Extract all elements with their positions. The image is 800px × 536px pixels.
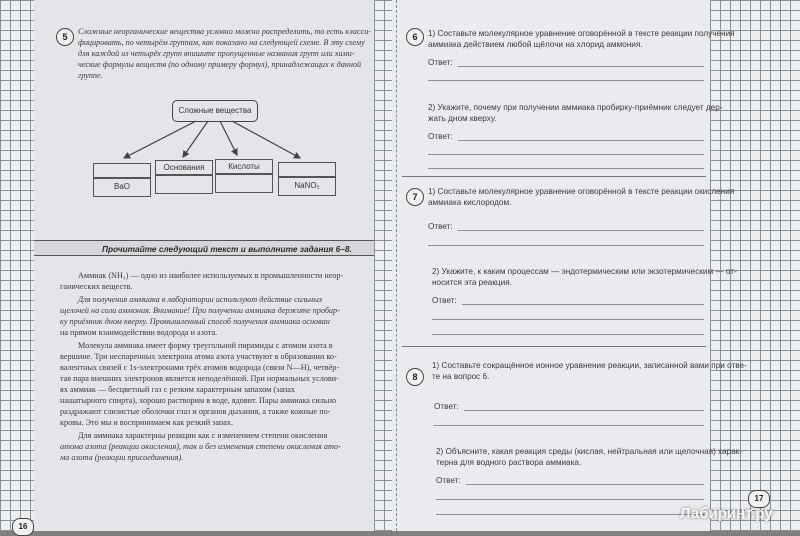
- task7-q2-line-2: носится эта реакция.: [432, 278, 512, 287]
- scheme-group-3-bottom: [215, 173, 273, 193]
- right-page-number: 17: [748, 490, 770, 508]
- text-line-11: ях аммиак — бесцветный газ с резким характерным запахом (запах: [60, 385, 295, 394]
- task7-answer-label-1: Ответ:: [428, 222, 453, 231]
- scheme-group-1-bottom: BaO: [93, 177, 151, 197]
- text-line-8: вершине. Три неспаренных электрона атома азота участвуют в образовании ко-: [60, 352, 337, 361]
- task8-answer-line-3[interactable]: [466, 484, 704, 485]
- task7-q1-line-1: 1) Составьте молекулярное уравнение оговорённой в тексте реакции окисления: [428, 187, 735, 196]
- text-line-7: Молекула аммиака имеет форму треугольной пирамиды с атомом азота в: [78, 341, 333, 350]
- task5-line-2: фицировать, по четырём группам, как показано на следующей схеме. В эту схему: [78, 38, 365, 47]
- task8-answer-line-1[interactable]: [464, 410, 704, 411]
- task8-answer-label-1: Ответ:: [434, 402, 459, 411]
- text-line-6: на прямом взаимодействии водорода и азота.: [60, 328, 218, 337]
- task7-q1-line-2: аммиака кислородом.: [428, 198, 512, 207]
- text-line-13: раздражают слизистые оболочки глаз и органов дыхания, а также кожные по-: [60, 407, 331, 416]
- task8-answer-line-5[interactable]: [436, 514, 704, 515]
- task6-q2-line-2: жать дном кверху.: [428, 114, 497, 123]
- text-line-12: нашатырного спирта), хорошо растворим в воде, ядовит. Пары аммиака сильно: [60, 396, 337, 405]
- text-line-15: Для аммиака характерны реакции как с изменением степени окисления: [78, 431, 328, 440]
- scheme-group-4-bottom: NaNO₂: [278, 176, 336, 196]
- text-line-2: ганических веществ.: [60, 282, 133, 291]
- task6-q2-line-1: 2) Укажите, почему при получении аммиака пробирку-приёмник следует дер-: [428, 103, 723, 112]
- task6-answer-label-2: Ответ:: [428, 132, 453, 141]
- scheme-group-2-bottom: [155, 174, 213, 194]
- text-line-3: Для получения аммиака в лаборатории используют действие сильных: [78, 295, 323, 304]
- task8-q1-line-1: 1) Составьте сокращённое ионное уравнение реакции, записанной вами при отве-: [432, 361, 747, 370]
- task5-line-4: ческие формулы веществ (по одному примеру формул), принадлежащих к данной: [78, 60, 362, 69]
- task5-line-1: Сложные неорганические вещества условно можно распределить, то есть класси-: [78, 27, 372, 36]
- text-line-17: ма азота (реакции присоединения).: [60, 453, 184, 462]
- task6-answer-line-2[interactable]: [428, 80, 704, 81]
- task6-q1-line-2: аммиака действием любой щёлочи на хлорид аммония.: [428, 40, 643, 49]
- task8-number-badge: 8: [406, 368, 424, 386]
- reading-banner: Прочитайте следующий текст и выполните задания 6–8.: [34, 240, 374, 256]
- task8-q1-line-2: те на вопрос 6.: [432, 372, 490, 381]
- task7-answer-line-3[interactable]: [462, 304, 704, 305]
- left-page-number: 16: [12, 518, 34, 536]
- task7-answer-line-2[interactable]: [428, 245, 704, 246]
- task7-answer-line-4[interactable]: [432, 319, 704, 320]
- task6-divider: [402, 176, 706, 177]
- task6-answer-label-1: Ответ:: [428, 58, 453, 67]
- text-line-10: тая пара внешних электронов является неподелённой. При нормальных услови-: [60, 374, 339, 383]
- task8-answer-line-2[interactable]: [434, 425, 704, 426]
- task7-divider: [402, 346, 706, 347]
- text-line-4: щелочей на соли аммония. Внимание! При получении аммиака держите пробир-: [60, 306, 340, 315]
- task5-number-badge: 5: [56, 28, 74, 46]
- task8-q2-line-2: терна для водного раствора аммиака.: [436, 458, 582, 467]
- scheme-arrows: [0, 0, 392, 260]
- task7-number-badge: 7: [406, 188, 424, 206]
- task7-q2-line-1: 2) Укажите, к каким процессам — эндотермическим или экзотермическим — от-: [432, 267, 737, 276]
- right-page: [392, 0, 800, 531]
- cut-line: [396, 0, 397, 531]
- left-page: [0, 0, 392, 531]
- task7-answer-label-2: Ответ:: [432, 296, 457, 305]
- text-line-5: ку приёмник дном кверху. Промышленный способ получения аммиака основан: [60, 317, 330, 326]
- text-line-16: атома азота (реакции окисления), так и без изменения степени окисления ато-: [60, 442, 341, 451]
- task6-answer-line-4[interactable]: [428, 154, 704, 155]
- task7-answer-line-1[interactable]: [458, 230, 704, 231]
- scheme-group-2-top: Основания: [155, 160, 213, 176]
- task6-answer-line-5[interactable]: [428, 168, 704, 169]
- text-line-1: Аммиак (NH₃) — одно из наиболее используемых в промышленности неор-: [78, 271, 344, 280]
- task6-q1-line-1: 1) Составьте молекулярное уравнение оговорённой в тексте реакции получения: [428, 29, 735, 38]
- task6-answer-line-3[interactable]: [458, 140, 704, 141]
- watermark: Лабиринт.ру: [680, 505, 773, 522]
- text-line-9: валентных связей с 1s-электронами трёх атомов водорода (связи N—H), четвёр-: [60, 363, 340, 372]
- task5-line-3: для каждой из четырёх групп впишите пропущенные названия групп или хими-: [78, 49, 355, 58]
- task8-answer-label-2: Ответ:: [436, 476, 461, 485]
- task6-answer-line-1[interactable]: [458, 66, 704, 67]
- task8-answer-line-4[interactable]: [436, 499, 704, 500]
- text-line-14: кровы. Это мы и воспринимаем как резкий запах.: [60, 418, 234, 427]
- task7-answer-line-5[interactable]: [432, 334, 704, 335]
- scheme-root-box: Сложные вещества: [172, 100, 258, 122]
- scheme-group-3-top: Кислоты: [215, 159, 273, 175]
- task8-q2-line-1: 2) Объясните, какая реакция среды (кислая, нейтральная или щелочная) харак-: [436, 447, 743, 456]
- task6-number-badge: 6: [406, 28, 424, 46]
- task5-line-5: группе.: [78, 71, 103, 80]
